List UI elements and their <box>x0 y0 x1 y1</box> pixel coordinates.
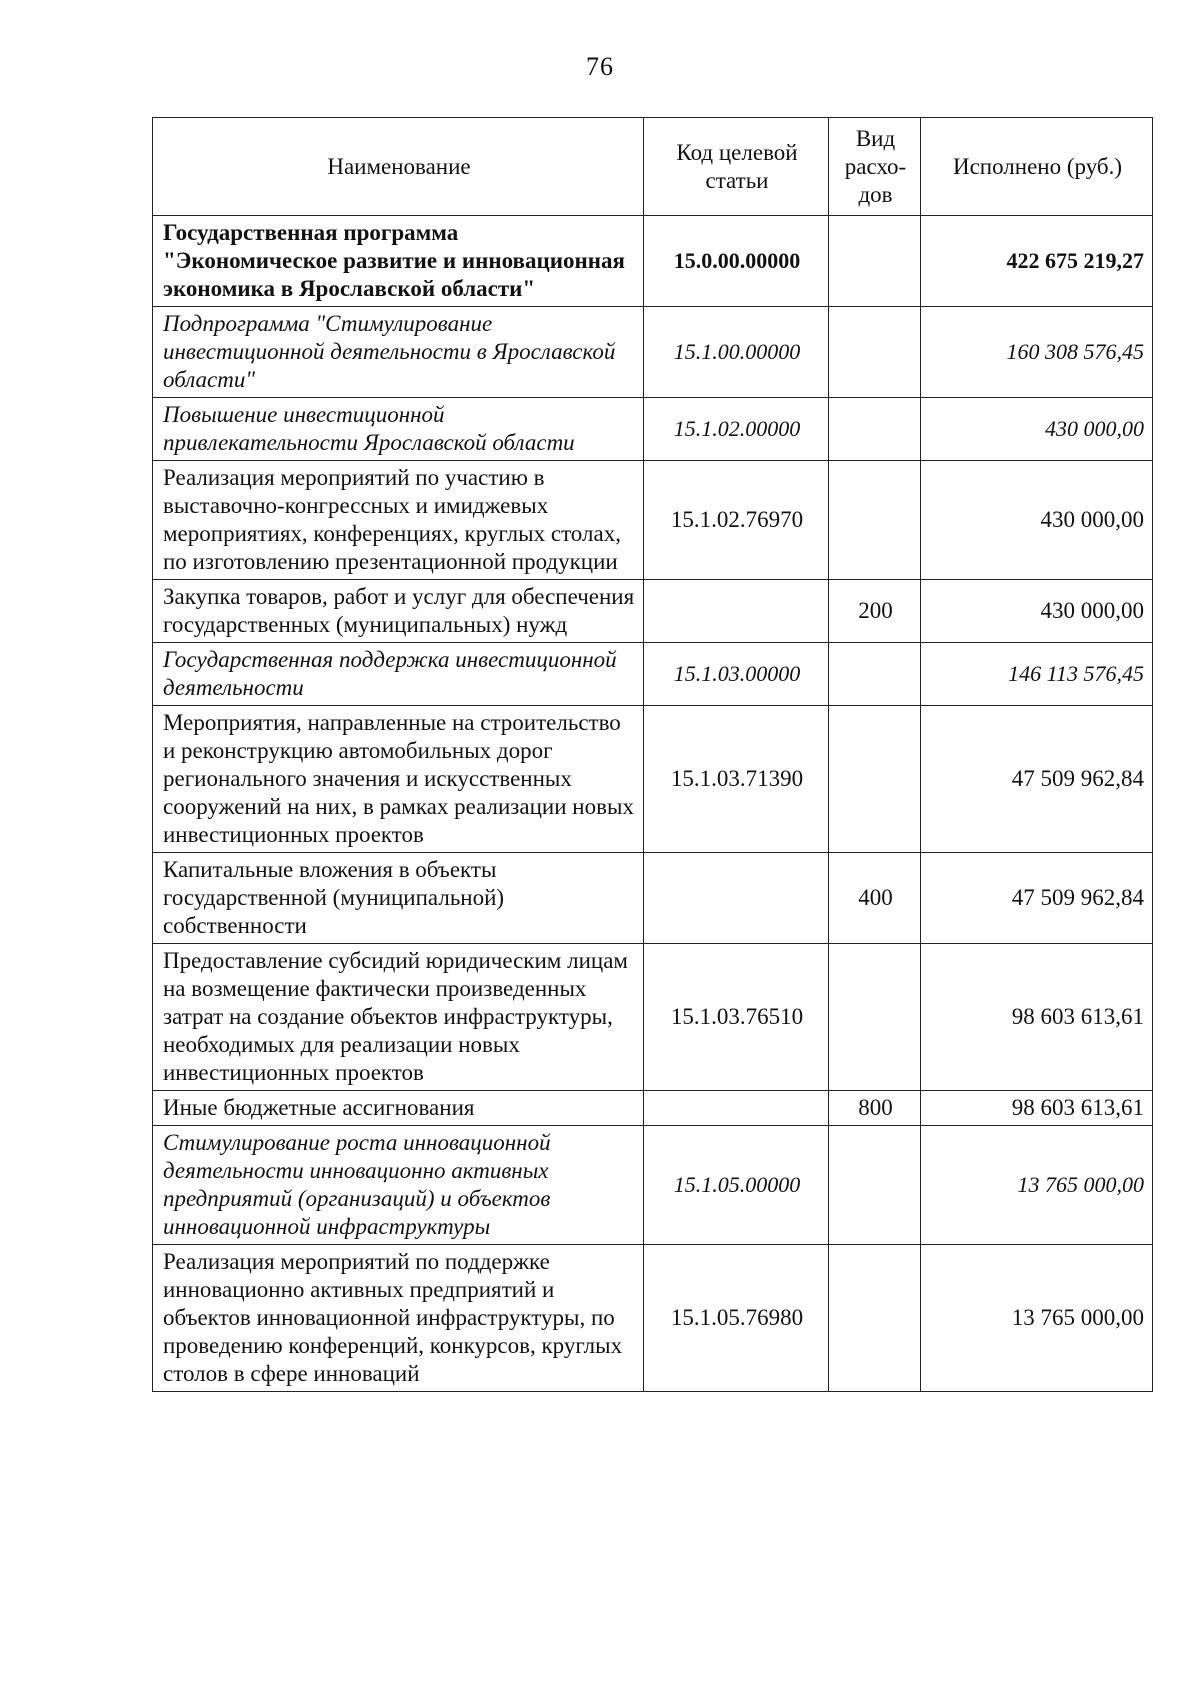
row-sum: 13 765 000,00 <box>921 1126 1153 1245</box>
row-kind <box>829 216 921 307</box>
row-kind: 800 <box>829 1091 921 1126</box>
row-name: Подпрограмма "Стимулирование инвестиционной деятельности в Ярославской области" <box>153 307 644 398</box>
row-kind <box>829 1126 921 1245</box>
table-row <box>153 706 1153 853</box>
table-row <box>153 398 1153 461</box>
row-sum: 47 509 962,84 <box>921 706 1153 853</box>
row-name: Предоставление субсидий юридическим лицам на возмещение фактически произведенных затрат на создание объектов инфраструктуры, необходимых для реализации новых инвестиционных проектов <box>153 944 644 1091</box>
table-row <box>153 944 1153 1091</box>
table-header-row <box>153 118 1153 216</box>
row-kind: 400 <box>829 853 921 944</box>
table-row <box>153 853 1153 944</box>
row-kind <box>829 706 921 853</box>
row-code: 15.1.03.00000 <box>644 643 829 706</box>
row-code: 15.1.00.00000 <box>644 307 829 398</box>
row-kind <box>829 398 921 461</box>
row-sum: 47 509 962,84 <box>921 853 1153 944</box>
row-code: 15.1.05.76980 <box>644 1245 829 1392</box>
row-name: Государственная поддержка инвестиционной деятельности <box>153 643 644 706</box>
row-name: Реализация мероприятий по участию в выставочно-конгрессных и имиджевых мероприятиях, конференциях, круглых столах, по изготовлению презентационной продукции <box>153 461 644 580</box>
header-kind: Вид расхо-дов <box>829 118 921 216</box>
row-name: Повышение инвестиционной привлекательности Ярославской области <box>153 398 644 461</box>
row-sum: 430 000,00 <box>921 461 1153 580</box>
row-code: 15.1.03.71390 <box>644 706 829 853</box>
table-row <box>153 307 1153 398</box>
row-kind <box>829 1245 921 1392</box>
row-name: Стимулирование роста инновационной деятельности инновационно активных предприятий (организаций) и объектов инновационной инфраструктуры <box>153 1126 644 1245</box>
row-sum: 146 113 576,45 <box>921 643 1153 706</box>
row-name: Государственная программа "Экономическое развитие и инновационная экономика в Ярославской области" <box>153 216 644 307</box>
table-row <box>153 643 1153 706</box>
budget-table <box>152 117 1153 1392</box>
row-sum: 160 308 576,45 <box>921 307 1153 398</box>
row-sum: 13 765 000,00 <box>921 1245 1153 1392</box>
row-code: 15.1.05.00000 <box>644 1126 829 1245</box>
row-code <box>644 1091 829 1126</box>
row-sum: 430 000,00 <box>921 580 1153 643</box>
row-code: 15.0.00.00000 <box>644 216 829 307</box>
row-code <box>644 853 829 944</box>
row-name: Реализация мероприятий по поддержке инновационно активных предприятий и объектов инновационной инфраструктуры, по проведению конференций, конкурсов, круглых столов в сфере инноваций <box>153 1245 644 1392</box>
header-sum: Исполнено (руб.) <box>921 118 1153 216</box>
row-sum: 98 603 613,61 <box>921 944 1153 1091</box>
row-code: 15.1.02.76970 <box>644 461 829 580</box>
table-row <box>153 580 1153 643</box>
row-code: 15.1.02.00000 <box>644 398 829 461</box>
row-name: Капитальные вложения в объекты государственной (муниципальной) собственности <box>153 853 644 944</box>
table-row <box>153 216 1153 307</box>
row-sum: 98 603 613,61 <box>921 1091 1153 1126</box>
table-row <box>153 1091 1153 1126</box>
table-row <box>153 1126 1153 1245</box>
row-code <box>644 580 829 643</box>
row-name: Закупка товаров, работ и услуг для обеспечения государственных (муниципальных) нужд <box>153 580 644 643</box>
page-number: 76 <box>586 52 614 81</box>
row-sum: 422 675 219,27 <box>921 216 1153 307</box>
row-kind <box>829 307 921 398</box>
row-kind <box>829 643 921 706</box>
row-kind: 200 <box>829 580 921 643</box>
header-code: Код целевой статьи <box>644 118 829 216</box>
table-row <box>153 1245 1153 1392</box>
table-row <box>153 461 1153 580</box>
row-name: Иные бюджетные ассигнования <box>153 1091 644 1126</box>
row-kind <box>829 944 921 1091</box>
row-name: Мероприятия, направленные на строительство и реконструкцию автомобильных дорог регионального значения и искусственных сооружений на них, в рамках реализации новых инвестиционных проектов <box>153 706 644 853</box>
row-sum: 430 000,00 <box>921 398 1153 461</box>
header-name: Наименование <box>153 118 644 216</box>
row-code: 15.1.03.76510 <box>644 944 829 1091</box>
row-kind <box>829 461 921 580</box>
